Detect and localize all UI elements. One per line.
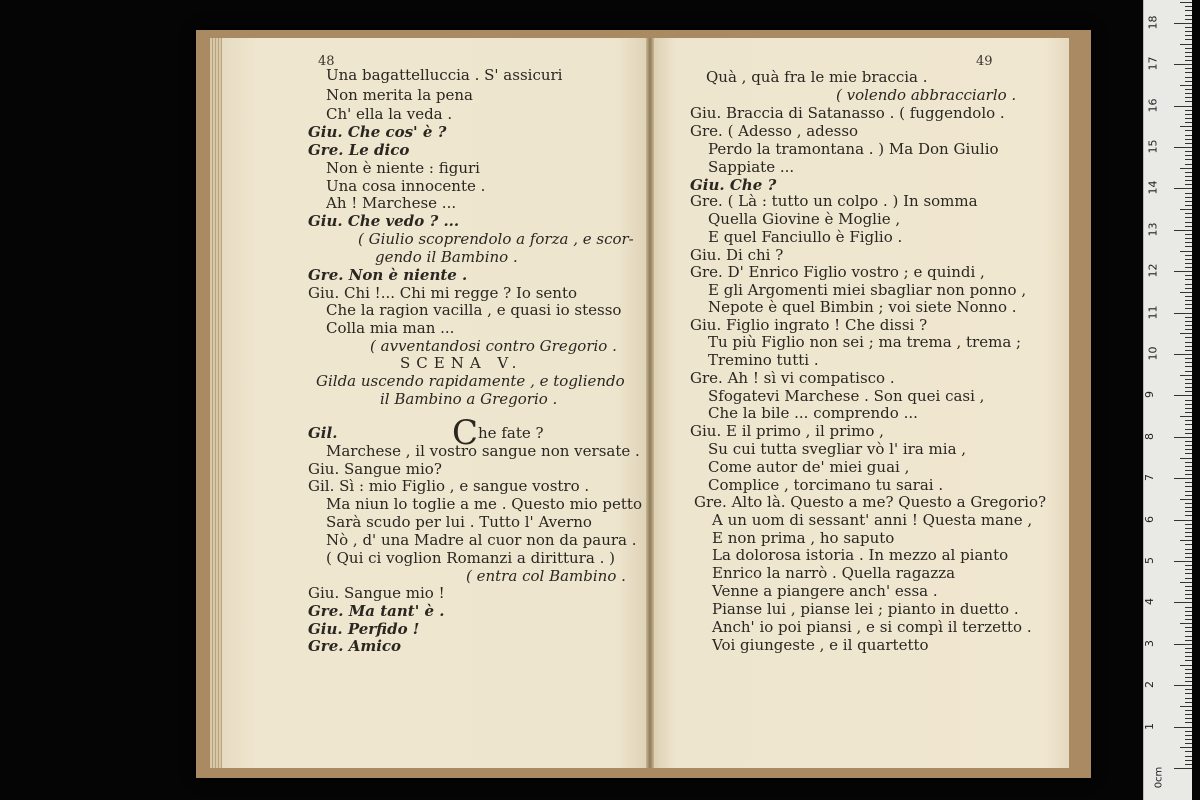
ruler-tick: [1180, 251, 1192, 252]
ruler-tick: [1185, 101, 1192, 102]
ruler-tick: [1185, 429, 1192, 430]
stage-direction: ( Giulio scoprendolo a forza , e scor-: [358, 230, 634, 248]
ruler-tick: [1180, 168, 1192, 169]
ruler-tick: [1185, 317, 1192, 318]
scene-heading: SCENA V.: [400, 354, 523, 372]
ruler-tick: [1185, 201, 1192, 202]
ruler-tick: [1185, 176, 1192, 177]
ruler-tick: [1185, 337, 1192, 338]
book-gutter: [646, 38, 654, 768]
ruler-tick: [1180, 706, 1192, 707]
ruler-tick: [1185, 242, 1192, 243]
text-line: Gre. Le dico: [308, 141, 410, 159]
text-line: Complice , torcimano tu sarai .: [708, 476, 944, 494]
text-line: Giu. Di chi ?: [690, 246, 784, 264]
text-line: Giu. Braccia di Satanasso . ( fuggendolo .: [690, 104, 1005, 122]
text-line: Anch' io poi piansi , e si compì il terzetto .: [712, 618, 1032, 636]
ruler-tick: [1180, 499, 1192, 500]
ruler-tick: [1185, 155, 1192, 156]
text-line: Sfogatevi Marchese . Son quei casi ,: [708, 387, 985, 405]
measurement-ruler: [1143, 0, 1192, 800]
text-line: Pianse lui , pianse lei ; pianto in duetto .: [712, 600, 1019, 618]
ruler-number: 5: [1143, 557, 1156, 564]
stage-direction: ( volendo abbracciarlo .: [836, 86, 1017, 104]
ruler-tick: [1185, 722, 1192, 723]
ruler-number: 6: [1143, 515, 1156, 523]
page-number: 48: [318, 54, 335, 69]
ruler-tick: [1185, 234, 1192, 235]
ruler-tick: [1180, 333, 1192, 334]
ruler-number: 11: [1146, 305, 1160, 320]
ruler-tick: [1185, 532, 1192, 533]
ruler-tick: [1185, 714, 1192, 715]
ruler-tick: [1174, 478, 1192, 479]
text-line: Gre. Ma tant' è .: [308, 602, 445, 620]
text-line: Che la ragion vacilla , e quasi io stesso: [326, 301, 622, 319]
ruler-tick: [1185, 470, 1192, 471]
text-line: Tu più Figlio non sei ; ma trema , trema ;: [708, 333, 1022, 351]
ruler-tick: [1185, 263, 1192, 264]
ruler-tick: [1174, 395, 1192, 396]
ruler-number: 9: [1143, 391, 1156, 399]
ruler-tick: [1185, 10, 1192, 11]
stage-direction: gendo il Bambino .: [375, 248, 518, 266]
text-line: Su cui tutta svegliar vò l' ira mia ,: [708, 440, 967, 458]
ruler-tick: [1185, 391, 1192, 392]
text-line: Gre. Alto là. Questo a me? Questo a Gregorio?: [694, 493, 1047, 511]
ruler-tick: [1185, 424, 1192, 425]
ruler-number: 18: [1146, 15, 1160, 30]
ruler-tick: [1185, 118, 1192, 119]
ruler-tick: [1185, 735, 1192, 736]
ruler-tick: [1185, 371, 1192, 372]
ruler-tick: [1180, 665, 1192, 666]
ruler-number: 2: [1143, 681, 1156, 689]
ruler-tick: [1185, 379, 1192, 380]
drop-cap: C: [452, 413, 479, 453]
ruler-tick: [1185, 172, 1192, 173]
ruler-number: 15: [1146, 139, 1160, 154]
ruler-tick: [1185, 122, 1192, 123]
ruler-tick: [1185, 739, 1192, 740]
ruler-tick: [1185, 279, 1192, 280]
text-line: E quel Fanciullo è Figlio .: [708, 228, 903, 246]
ruler-tick: [1174, 147, 1192, 148]
ruler-tick: [1185, 673, 1192, 674]
ruler-tick: [1185, 528, 1192, 529]
ruler-tick: [1185, 366, 1192, 367]
ruler-tick: [1174, 106, 1192, 107]
ruler-tick: [1185, 213, 1192, 214]
ruler-tick: [1185, 710, 1192, 711]
text-line: Giu. Sangue mio !: [308, 584, 445, 602]
text-line: E gli Argomenti miei sbagliar non ponno ,: [708, 281, 1027, 299]
ruler-tick: [1185, 751, 1192, 752]
ruler-tick: [1185, 462, 1192, 463]
ruler-tick: [1185, 503, 1192, 504]
text-line: Non è niente : figuri: [326, 159, 480, 177]
page-number: 49: [976, 54, 993, 69]
ruler-tick: [1180, 623, 1192, 624]
ruler-tick: [1185, 358, 1192, 359]
ruler-tick: [1174, 354, 1192, 355]
ruler-number: 14: [1146, 180, 1160, 195]
ruler-tick: [1185, 669, 1192, 670]
ruler-tick: [1185, 19, 1192, 20]
text-line: Marchese , il vostro sangue non versate .: [326, 442, 640, 460]
ruler-tick: [1185, 619, 1192, 620]
ruler-tick: [1185, 693, 1192, 694]
ruler-tick: [1185, 222, 1192, 223]
ruler-tick: [1180, 209, 1192, 210]
text-line: Giu. Sangue mio?: [308, 460, 442, 478]
ruler-tick: [1185, 648, 1192, 649]
ruler-tick: [1185, 35, 1192, 36]
ruler-tick: [1180, 416, 1192, 417]
ruler-tick: [1185, 652, 1192, 653]
ruler-tick: [1185, 346, 1192, 347]
ruler-tick: [1174, 727, 1192, 728]
ruler-tick: [1185, 387, 1192, 388]
text-line: Ah ! Marchese ...: [326, 194, 457, 212]
ruler-tick: [1185, 184, 1192, 185]
ruler-number: 12: [1146, 263, 1160, 278]
ruler-tick: [1185, 205, 1192, 206]
text-line: Ch' ella la veda .: [326, 105, 453, 123]
ruler-tick: [1174, 437, 1192, 438]
text-line: Voi giungeste , e il quartetto: [712, 636, 929, 654]
ruler-tick: [1185, 321, 1192, 322]
text-line: Giu. E il primo , il primo ,: [690, 422, 884, 440]
ruler-tick: [1185, 151, 1192, 152]
ruler-tick: [1185, 549, 1192, 550]
ruler-tick: [1185, 511, 1192, 512]
text-line: Come autor de' miei guai ,: [708, 458, 910, 476]
ruler-tick: [1185, 565, 1192, 566]
speaker-label: Gil.: [308, 424, 338, 442]
ruler-tick: [1185, 536, 1192, 537]
ruler-number: 17: [1146, 56, 1160, 71]
ruler-tick: [1185, 350, 1192, 351]
ruler-tick: [1185, 72, 1192, 73]
ruler-tick: [1185, 681, 1192, 682]
ruler-tick: [1185, 143, 1192, 144]
text-line: Giu. Perfido !: [308, 620, 420, 638]
ruler-tick: [1185, 553, 1192, 554]
ruler-tick: [1185, 590, 1192, 591]
ruler-number: 1: [1143, 722, 1156, 730]
ruler-tick: [1185, 89, 1192, 90]
ruler-tick: [1174, 561, 1192, 562]
text-line: Una cosa innocente .: [326, 177, 486, 195]
stage-direction: il Bambino a Gregorio .: [380, 390, 558, 408]
ruler-tick: [1185, 702, 1192, 703]
ruler-tick: [1185, 164, 1192, 165]
ruler-tick: [1185, 445, 1192, 446]
ruler-tick: [1185, 15, 1192, 16]
ruler-tick: [1185, 449, 1192, 450]
ruler-tick: [1185, 412, 1192, 413]
ruler-tick: [1185, 288, 1192, 289]
ruler-tick: [1185, 408, 1192, 409]
ruler-tick: [1185, 524, 1192, 525]
text-line: Gre. Ah ! sì vi compatisco .: [690, 369, 895, 387]
ruler-tick: [1185, 56, 1192, 57]
ruler-tick: [1185, 615, 1192, 616]
text-line: Perdo la tramontana . ) Ma Don Giulio: [708, 140, 999, 158]
ruler-tick: [1185, 342, 1192, 343]
ruler-tick: [1185, 284, 1192, 285]
ruler-number: 10: [1146, 346, 1160, 361]
stage-direction: ( avventandosi contro Gregorio .: [370, 337, 617, 355]
ruler-tick: [1185, 611, 1192, 612]
ruler-tick: [1185, 68, 1192, 69]
ruler-tick: [1174, 685, 1192, 686]
ruler-tick: [1185, 482, 1192, 483]
text-line: Gre. D' Enrico Figlio vostro ; e quindi ,: [690, 263, 985, 281]
ruler-tick: [1185, 308, 1192, 309]
ruler-tick: [1185, 586, 1192, 587]
ruler-tick: [1185, 486, 1192, 487]
ruler-tick: [1185, 304, 1192, 305]
ruler-tick: [1185, 97, 1192, 98]
ruler-tick: [1185, 627, 1192, 628]
ruler-tick: [1185, 139, 1192, 140]
ruler-tick: [1185, 660, 1192, 661]
ruler-tick: [1180, 582, 1192, 583]
ruler-tick: [1185, 544, 1192, 545]
ruler-tick: [1185, 433, 1192, 434]
text-line: Giu. Chi !... Chi mi regge ? Io sento: [308, 284, 577, 302]
ruler-tick: [1185, 77, 1192, 78]
ruler-number: 4: [1143, 598, 1156, 606]
text-line: Enrico la narrò . Quella ragazza: [712, 564, 956, 582]
text-line: Sarà scudo per lui . Tutto l' Averno: [326, 513, 592, 531]
text-line: Quà , quà fra le mie braccia .: [706, 68, 928, 86]
ruler-tick: [1185, 718, 1192, 719]
text-line: Sappiate ...: [708, 158, 795, 176]
ruler-tick: [1185, 130, 1192, 131]
text-line: Giu. Che vedo ? ...: [308, 212, 460, 230]
ruler-number: 13: [1146, 222, 1160, 237]
stage-direction: Gilda uscendo rapidamente , e togliendo: [316, 372, 625, 390]
text-line: he fate ?: [478, 424, 544, 442]
ruler-tick: [1185, 259, 1192, 260]
ruler-tick: [1180, 375, 1192, 376]
ruler-tick: [1185, 420, 1192, 421]
ruler-tick: [1185, 441, 1192, 442]
text-line: Quella Giovine è Moglie ,: [708, 210, 901, 228]
page-edges: [210, 38, 222, 768]
ruler-tick: [1185, 760, 1192, 761]
ruler-tick: [1174, 64, 1192, 65]
ruler-tick: [1185, 453, 1192, 454]
ruler-tick: [1185, 569, 1192, 570]
ruler-tick: [1185, 491, 1192, 492]
ruler-tick: [1185, 296, 1192, 297]
ruler-tick: [1180, 126, 1192, 127]
ruler-tick: [1185, 31, 1192, 32]
ruler-tick: [1185, 640, 1192, 641]
text-line: Giu. Che ?: [690, 176, 777, 194]
text-line: Gil. Sì : mio Figlio , e sangue vostro .: [308, 477, 590, 495]
text-line: Gre. Non è niente .: [308, 266, 468, 284]
text-line: Ma niun lo toglie a me . Questo mio petto: [326, 495, 642, 513]
ruler-tick: [1185, 81, 1192, 82]
ruler-tick: [1185, 180, 1192, 181]
text-line: La dolorosa istoria . In mezzo al pianto: [712, 546, 1009, 564]
text-line: Nò , d' una Madre al cuor non da paura .: [326, 531, 637, 549]
ruler-tick: [1185, 515, 1192, 516]
ruler-tick: [1174, 313, 1192, 314]
ruler-tick: [1174, 188, 1192, 189]
ruler-tick: [1174, 230, 1192, 231]
ruler-tick: [1185, 466, 1192, 467]
ruler-tick: [1185, 636, 1192, 637]
ruler-tick: [1185, 404, 1192, 405]
ruler-tick: [1185, 383, 1192, 384]
ruler-tick: [1185, 135, 1192, 136]
ruler-tick: [1185, 362, 1192, 363]
ruler-tick: [1185, 60, 1192, 61]
ruler-tick: [1185, 217, 1192, 218]
ruler-tick: [1185, 238, 1192, 239]
ruler-tick: [1185, 677, 1192, 678]
ruler-tick: [1174, 644, 1192, 645]
text-line: E non prima , ho saputo: [712, 529, 895, 547]
text-line: Nepote è quel Bimbin ; voi siete Nonno .: [708, 298, 1017, 316]
ruler-tick: [1185, 329, 1192, 330]
ruler-tick: [1185, 48, 1192, 49]
ruler-tick: [1185, 52, 1192, 53]
ruler-tick: [1185, 756, 1192, 757]
ruler-number: 8: [1143, 432, 1156, 440]
text-line: Gre. ( Là : tutto un colpo . ) In somma: [690, 192, 978, 210]
ruler-tick: [1185, 159, 1192, 160]
ruler-tick: [1185, 400, 1192, 401]
ruler-tick: [1185, 764, 1192, 765]
ruler-tick: [1180, 2, 1192, 3]
ruler-tick: [1180, 540, 1192, 541]
text-line: A un uom di sessant' anni ! Questa mane ,: [712, 511, 1033, 529]
ruler-tick: [1185, 656, 1192, 657]
ruler-tick: [1185, 197, 1192, 198]
ruler-tick: [1174, 23, 1192, 24]
ruler-tick: [1185, 275, 1192, 276]
ruler-tick: [1185, 731, 1192, 732]
ruler-tick: [1185, 27, 1192, 28]
ruler-tick: [1185, 474, 1192, 475]
ruler-tick: [1185, 689, 1192, 690]
text-line: ( Qui ci voglion Romanzi a dirittura . ): [326, 549, 615, 567]
ruler-tick: [1180, 747, 1192, 748]
ruler-tick: [1185, 114, 1192, 115]
text-line: Venne a piangere anch' essa .: [712, 582, 938, 600]
ruler-tick: [1185, 255, 1192, 256]
ruler-tick: [1185, 325, 1192, 326]
ruler-tick: [1185, 698, 1192, 699]
ruler-tick: [1185, 495, 1192, 496]
ruler-tick: [1180, 292, 1192, 293]
text-line: Colla mia man ...: [326, 319, 455, 337]
ruler-tick: [1185, 743, 1192, 744]
text-line: Gre. Amico: [308, 637, 402, 655]
ruler-tick: [1185, 557, 1192, 558]
ruler-tick: [1180, 85, 1192, 86]
ruler-tick: [1174, 520, 1192, 521]
ruler-tick: [1185, 267, 1192, 268]
ruler-unit: 0cm: [1153, 766, 1165, 789]
text-line: Gre. ( Adesso , adesso: [690, 122, 859, 140]
ruler-tick: [1185, 607, 1192, 608]
ruler-tick: [1185, 507, 1192, 508]
ruler-number: 3: [1143, 639, 1156, 647]
text-line: Giu. Che cos' è ?: [308, 123, 447, 141]
ruler-tick: [1185, 598, 1192, 599]
ruler-tick: [1185, 6, 1192, 7]
ruler-tick: [1180, 458, 1192, 459]
text-line: Giu. Figlio ingrato ! Che dissi ?: [690, 316, 928, 334]
ruler-tick: [1185, 573, 1192, 574]
ruler-tick: [1185, 594, 1192, 595]
ruler-tick: [1185, 110, 1192, 111]
ruler-tick: [1174, 602, 1192, 603]
ruler-tick: [1180, 44, 1192, 45]
ruler-tick: [1185, 193, 1192, 194]
text-line: Una bagattelluccia . S' assicuri: [326, 66, 563, 84]
ruler-tick: [1185, 300, 1192, 301]
text-line: Che la bile ... comprendo ...: [708, 404, 918, 422]
ruler-tick: [1185, 39, 1192, 40]
ruler-tick: [1185, 578, 1192, 579]
ruler-tick: [1185, 226, 1192, 227]
ruler-tick: [1174, 271, 1192, 272]
ruler-tick: [1185, 246, 1192, 247]
ruler-number: 16: [1146, 98, 1160, 113]
text-line: Non merita la pena: [326, 86, 473, 104]
ruler-tick: [1174, 768, 1192, 769]
ruler-tick: [1185, 93, 1192, 94]
stage-direction: ( entra col Bambino .: [466, 567, 626, 585]
text-line: Tremino tutti .: [708, 351, 819, 369]
ruler-number: 7: [1143, 474, 1156, 482]
ruler-tick: [1185, 631, 1192, 632]
